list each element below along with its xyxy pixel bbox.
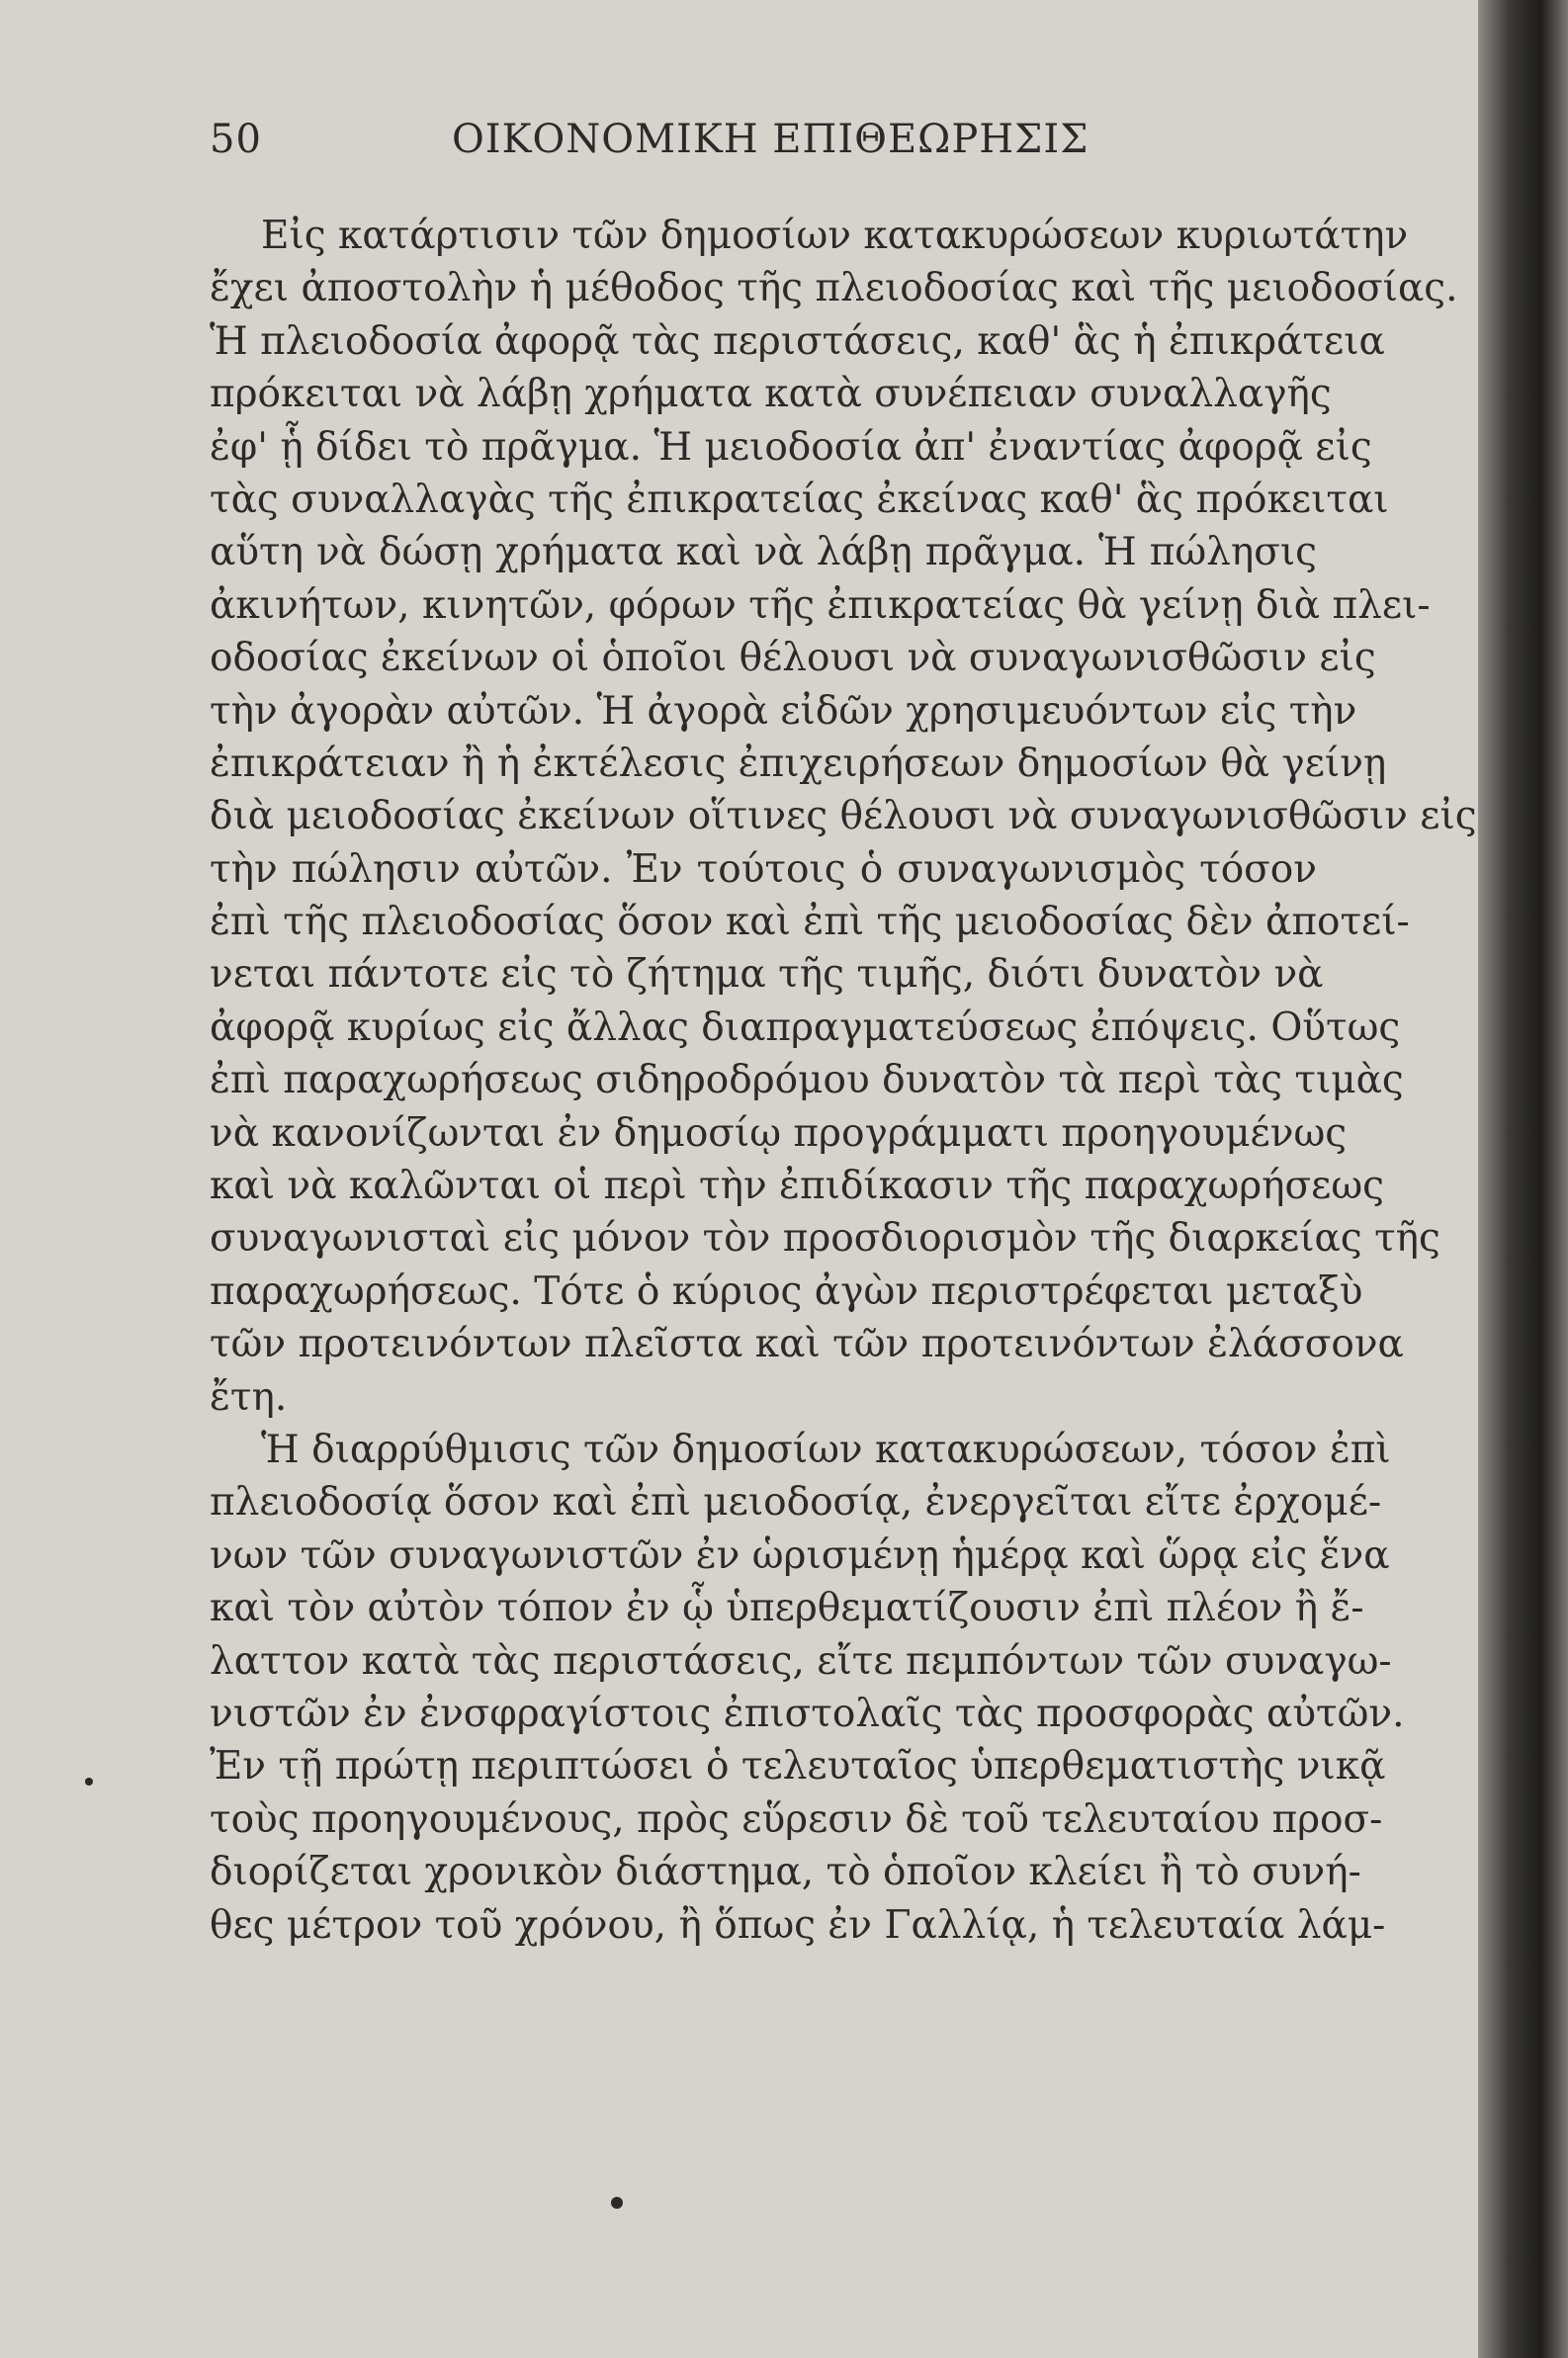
text-line: ἔτη. bbox=[210, 1374, 288, 1420]
body-text bbox=[210, 210, 1477, 1952]
text-line: ἐπικράτειαν ἢ ἡ ἐκτέλεσις ἐπιχειρήσεων δημοσίων θὰ γείνῃ bbox=[210, 741, 1387, 786]
text-line: συναγωνισταὶ εἰς μόνον τὸν προσδιορισμὸν τῆς διαρκείας τῆς bbox=[210, 1216, 1440, 1262]
text-line: διὰ μειοδοσίας ἐκείνων οἵτινες θέλουσι νὰ συναγωνισθῶσιν εἰς bbox=[210, 794, 1477, 839]
text-line: ἐπὶ τῆς πλειοδοσίας ὅσον καὶ ἐπὶ τῆς μειοδοσίας δὲν ἀποτεί- bbox=[210, 900, 1410, 945]
text-line: ἐπὶ παραχωρήσεως σιδηροδρόμου δυνατὸν τὰ περὶ τὰς τιμὰς bbox=[210, 1058, 1404, 1103]
text-line: ἐφ' ᾗ δίδει τὸ πρᾶγμα. Ἡ μειοδοσία ἀπ' ἐναντίας ἀφορᾷ εἰς bbox=[210, 424, 1372, 470]
page-header bbox=[210, 117, 1317, 166]
text-line: Εἰς κατάρτισιν τῶν δημοσίων κατακυρώσεων κυριωτάτην bbox=[261, 214, 1409, 258]
ink-spot bbox=[611, 2197, 623, 2209]
text-line: νιστῶν ἐν ἐνσφραγίστοις ἐπιστολαῖς τὰς προσφορὰς αὐτῶν. bbox=[210, 1691, 1405, 1736]
text-line: Ἡ πλειοδοσία ἀφορᾷ τὰς περιστάσεις, καθ' ἃς ἡ ἐπικράτεια bbox=[210, 318, 1385, 364]
text-line: οδοσίας ἐκείνων οἱ ὁποῖοι θέλουσι νὰ συναγωνισθῶσιν εἰς bbox=[210, 636, 1376, 681]
text-line: ἔχει ἀποστολὴν ἡ μέθοδος τῆς πλειοδοσίας καὶ τῆς μειοδοσίας. bbox=[210, 266, 1458, 311]
text-line: τὰς συναλλαγὰς τῆς ἐπικρατείας ἐκείνας καθ' ἃς πρόκειται bbox=[210, 477, 1389, 522]
text-line: τὴν ἀγορὰν αὐτῶν. Ἡ ἀγορὰ εἰδῶν χρησιμευόντων εἰς τὴν bbox=[210, 688, 1357, 734]
text-line: λαττον κατὰ τὰς περιστάσεις, εἴτε πεμπόντων τῶν συναγω- bbox=[210, 1638, 1392, 1684]
text-line: καὶ νὰ καλῶνται οἱ περὶ τὴν ἐπιδίκασιν τῆς παραχωρήσεως bbox=[210, 1164, 1385, 1209]
text-line: πλειοδοσίᾳ ὅσον καὶ ἐπὶ μειοδοσίᾳ, ἐνεργεῖται εἴτε ἐρχομέ- bbox=[210, 1480, 1382, 1526]
text-line: διορίζεται χρονικὸν διάστημα, τὸ ὁποῖον κλείει ἢ τὸ συνή- bbox=[210, 1850, 1361, 1895]
text-line: ἀφορᾷ κυρίως εἰς ἄλλας διαπραγματεύσεως ἐπόψεις. Οὕτως bbox=[210, 1004, 1401, 1050]
text-line: νων τῶν συναγωνιστῶν ἐν ὡρισμένῃ ἡμέρᾳ καὶ ὥρᾳ εἰς ἕνα bbox=[210, 1532, 1390, 1578]
text-line: Ἡ διαρρύθμισις τῶν δημοσίων κατακυρώσεων, τόσον ἐπὶ bbox=[261, 1427, 1391, 1472]
text-line: τοὺς προηγουμένους, πρὸς εὕρεσιν δὲ τοῦ τελευταίου προσ- bbox=[210, 1796, 1383, 1842]
text-line: νεται πάντοτε εἰς τὸ ζήτημα τῆς τιμῆς, διότι δυνατὸν νὰ bbox=[210, 952, 1324, 998]
text-line: τὴν πώλησιν αὐτῶν. Ἐν τούτοις ὁ συναγωνισμὸς τόσον bbox=[210, 846, 1317, 892]
text-line: αὕτη νὰ δώσῃ χρήματα καὶ νὰ λάβῃ πρᾶγμα. Ἡ πώλησις bbox=[210, 530, 1317, 575]
page-number: 50 bbox=[210, 117, 262, 162]
text-line: νὰ κανονίζωνται ἐν δημοσίῳ προγράμματι προηγουμένως bbox=[210, 1110, 1348, 1156]
text-line: τῶν προτεινόντων πλεῖστα καὶ τῶν προτεινόντων ἐλάσσονα bbox=[210, 1322, 1404, 1367]
text-line: θες μέτρον τοῦ χρόνου, ἢ ὅπως ἐν Γαλλίᾳ, ἡ τελευταία λάμ- bbox=[210, 1902, 1386, 1948]
text-line: πρόκειται νὰ λάβῃ χρήματα κατὰ συνέπειαν συναλλαγῆς bbox=[210, 372, 1332, 417]
text-line: ἀκινήτων, κινητῶν, φόρων τῆς ἐπικρατείας θὰ γείνῃ διὰ πλει- bbox=[210, 582, 1431, 628]
running-title: ΟΙΚΟΝΟΜΙΚΗ ΕΠΙΘΕΩΡΗΣΙΣ bbox=[452, 117, 1089, 162]
text-line: παραχωρήσεως. Τότε ὁ κύριος ἀγὼν περιστρέφεται μεταξὺ bbox=[210, 1268, 1363, 1314]
book-binding-shadow bbox=[1478, 0, 1568, 2358]
text-line: καὶ τὸν αὐτὸν τόπον ἐν ᾧ ὑπερθεματίζουσιν ἐπὶ πλέον ἢ ἔ- bbox=[210, 1586, 1364, 1631]
margin-mark bbox=[85, 1778, 93, 1786]
text-line: Ἐν τῇ πρώτῃ περιπτώσει ὁ τελευταῖος ὑπερθεματιστὴς νικᾷ bbox=[210, 1744, 1386, 1790]
